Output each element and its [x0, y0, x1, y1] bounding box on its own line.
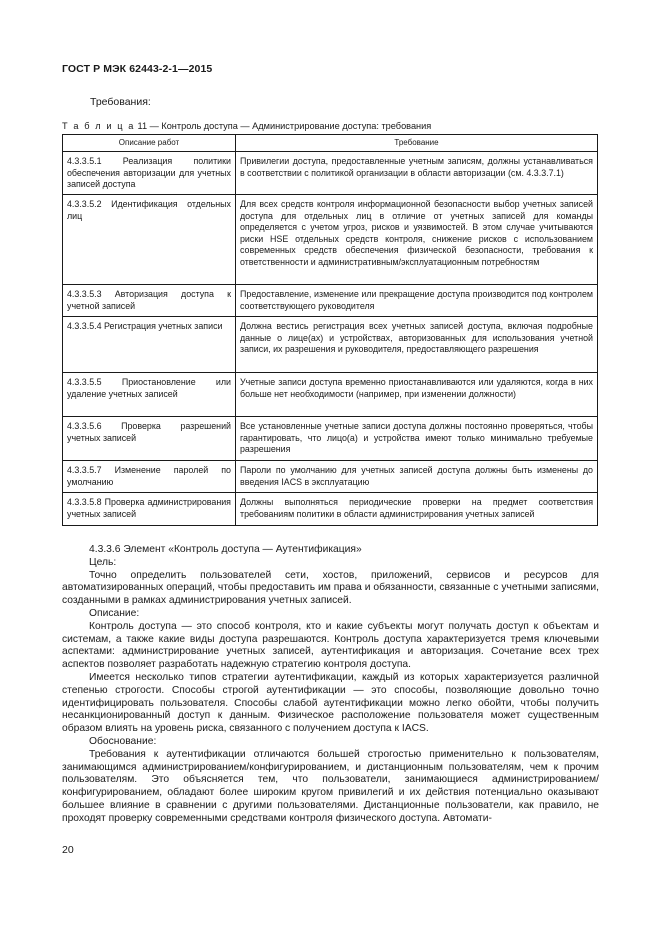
- work-description-cell: 4.3.3.5.8 Проверка администрирования учетных записей: [63, 493, 236, 526]
- table-caption: [62, 121, 431, 131]
- table-row: [63, 417, 598, 461]
- work-description-cell: 4.3.3.5.6 Проверка разрешений учетных записей: [63, 417, 236, 461]
- table-row: [63, 493, 598, 526]
- paragraph-label: Цель:: [89, 556, 117, 568]
- table-row: [63, 285, 598, 317]
- requirement-cell: Привилегии доступа, предоставленные учетным записям, должны устанавливаться в соответствии с политикой организации в области авторизации (см. 4.3.3.7.1): [236, 152, 598, 195]
- requirement-cell: Должна вестись регистрация всех учетных записей доступа, включая подробные данные о лице(ах) и устройствах, авторизованных для использования учетной записи, их разрешения и руководителя, предоставляющего разрешения: [236, 317, 598, 373]
- table-row: [63, 317, 598, 373]
- requirement-cell: Для всех средств контроля информационной безопасности выбор учетных записей доступа для отдельных лиц в отличие от учетных записей для команды определяется с учетом угроз, рисков и уязвимостей. В этом случае учитываются риски HSE отдельных средств контроля, снижение рисков с использованием современных средств обеспечения физической безопасности, требования к ответственности и административным/эксплуатационным потребностям: [236, 195, 598, 285]
- requirements-label: Требования:: [90, 96, 151, 108]
- requirement-cell: Пароли по умолчанию для учетных записей доступа должны быть изменены до введения IACS в эксплуатацию: [236, 461, 598, 493]
- table-row: [63, 461, 598, 493]
- table-row: [63, 373, 598, 417]
- work-description-cell: 4.3.3.5.3 Авторизация доступа к учетной записей: [63, 285, 236, 317]
- table-caption-prefix: Т а б л и ц а: [62, 121, 135, 131]
- column-header-description: Описание работ: [63, 135, 236, 152]
- work-description-cell: 4.3.3.5.2 Идентификация отдельных лиц: [63, 195, 236, 285]
- page-number: 20: [62, 844, 74, 856]
- column-header-requirement: Требование: [236, 135, 598, 152]
- work-description-cell: 4.3.3.5.7 Изменение паролей по умолчанию: [63, 461, 236, 493]
- paragraph: Точно определить пользователей сети, хостов, приложений, сервисов и ресурсов для автоматизированных операций, чтобы предоставить им права и обязанности, связанные с учетными записями, созданными в рамках администрирования учетных записей.: [62, 569, 599, 607]
- table-row: [63, 152, 598, 195]
- paragraph-label: Описание:: [89, 607, 140, 619]
- table-header-row: [63, 135, 598, 152]
- requirement-cell: Учетные записи доступа временно приостанавливаются или удаляются, когда в них больше нет необходимости (например, при изменении должности): [236, 373, 598, 417]
- paragraph: Требования к аутентификации отличаются большей строгостью применительно к пользователям, занимающимся администрированием/конфигурированием, и дистанционным пользователям, чем к прочим пользователям. Это объясняется тем, что пользователи, занимающиеся администрированием/конфигурированием, обладают более широким кругом привилегий и их действия потенциально оказывают большее влияние в сравнении с другими пользователями. Дистанционные пользователи, как правило, не проходят проверку современными средствами контроля физического доступа. Автомати-: [62, 748, 599, 824]
- standard-header: ГОСТ Р МЭК 62443-2-1—2015: [62, 63, 213, 75]
- section-heading: 4.3.3.6 Элемент «Контроль доступа — Аутентификация»: [89, 544, 362, 555]
- paragraph: Контроль доступа — это способ контроля, кто и какие субъекты могут получать доступ к объектам и системам, а также какие виды доступа разрешаются. Контроль доступа характеризуется тремя ключевыми аспектами: администрирование учетных записей, аутентификация и авторизация. Сочетание всех трех аспектов позволяет разработать надежную стратегию контроля доступа.: [62, 620, 599, 671]
- requirement-cell: Все установленные учетные записи доступа должны постоянно проверяться, чтобы гарантировать, что лицо(а) и устройства имеют только минимально требуемые разрешения: [236, 417, 598, 461]
- requirement-cell: Предоставление, изменение или прекращение доступа производится под контролем соответствующего руководителя: [236, 285, 598, 317]
- table-row: [63, 195, 598, 285]
- work-description-cell: 4.3.3.5.4 Регистрация учетных записи: [63, 317, 236, 373]
- paragraph-label: Обоснование:: [89, 735, 157, 747]
- requirement-cell: Должны выполняться периодические проверки на предмет соответствия требованиям политики в области администрирования учетных записей: [236, 493, 598, 526]
- paragraph: Имеется несколько типов стратегии аутентификации, каждый из которых характеризуется различной степенью строгости. Способы строгой аутентификации — это способы, позволяющие довольно точно идентифицировать пользователя. Способы слабой аутентификации можно легко обойти, чтобы получить несанкционированный доступ к данным. Физическое расположение пользователя может существенным образом влиять на уровень риска, связанного с получением доступа к IACS.: [62, 671, 599, 735]
- work-description-cell: 4.3.3.5.1 Реализация политики обеспечения авторизации для учетных записей доступа: [63, 152, 236, 195]
- work-description-cell: 4.3.3.5.5 Приостановление или удаление учетных записей: [63, 373, 236, 417]
- requirements-table: [62, 134, 598, 526]
- table-caption-text: 11 — Контроль доступа — Администрирование доступа: требования: [134, 121, 432, 131]
- body-text: [62, 544, 599, 826]
